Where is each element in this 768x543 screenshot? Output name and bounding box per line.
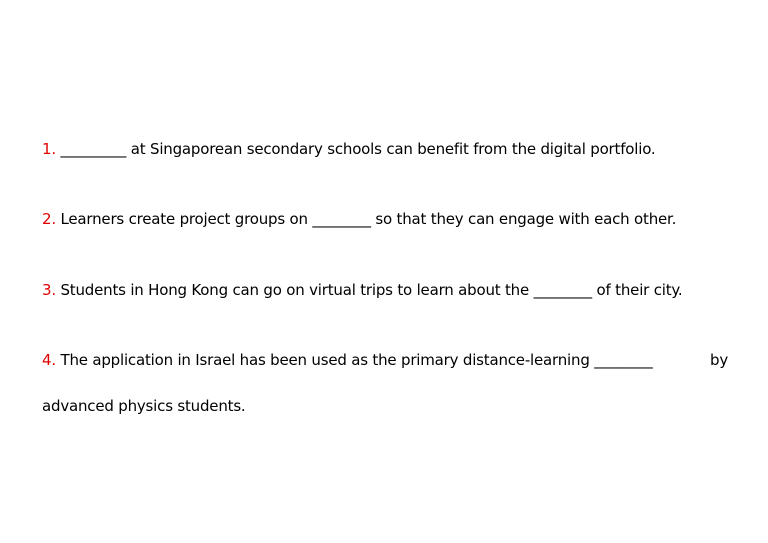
question-4 (42, 351, 728, 369)
question-text: Students in Hong Kong can go on virtual trips to learn about the ________ of their city. (55, 281, 683, 299)
question-number: 2. (42, 210, 56, 228)
question-number: 4. (42, 351, 56, 369)
question-number: 3. (42, 281, 56, 299)
question-2 (42, 210, 676, 228)
question-number: 1. (42, 140, 56, 158)
question-text-end: by (710, 351, 728, 369)
question-4-continuation: advanced physics students. (42, 397, 246, 415)
question-3 (42, 281, 683, 299)
question-text: The application in Israel has been used as the primary distance-learning ________ (55, 351, 653, 369)
question-text: Learners create project groups on ________ so that they can engage with each other. (55, 210, 677, 228)
question-1 (42, 140, 655, 158)
question-text: _________ at Singaporean secondary schools can benefit from the digital portfolio. (55, 140, 656, 158)
